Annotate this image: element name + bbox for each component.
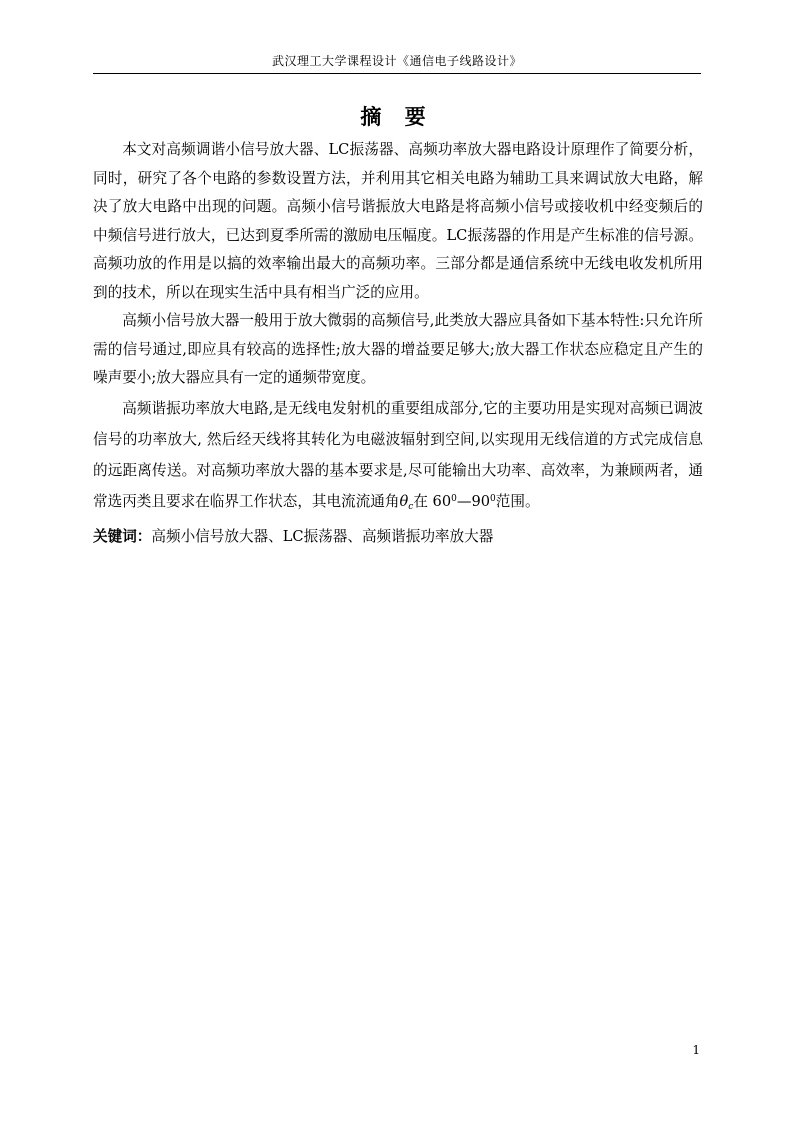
keywords-text: 高频小信号放大器、LC振荡器、高频谐振功率放大器 — [151, 527, 494, 545]
abstract-body — [93, 136, 703, 551]
abstract-paragraph-2: 高频小信号放大器一般用于放大微弱的高频信号,此类放大器应具备如下基本特性:只允许所需的信号通过,即应具有较高的选择性;放大器的增益要足够大;放大器工作状态应稳定且产生的噪声要小;放大器应具有一定的通频带宽度。 — [93, 312, 703, 386]
degree-mark-1: 0 — [451, 493, 457, 504]
running-header: 武汉理工大学课程设计《通信电子线路设计》 — [271, 54, 522, 68]
theta-subscript: c — [408, 501, 414, 512]
paragraph-3-text: 高频谐振功率放大电路,是无线电发射机的重要组成部分,它的主要功用是实现对高频已调波信号的功率放大, 然后经天线将其转化为电磁波辐射到空间,以实现用无线信道的方式完成信息的远距离传送。对高频功率放大器的基本要求是,尽可能输出大功率、高效率，为兼顾两者，通常选丙类且要求在临界工作状态，其电流流通角 — [93, 399, 703, 510]
abstract-paragraph-3 — [93, 393, 703, 523]
angle-range-end: —90 — [456, 492, 491, 510]
abstract-paragraph-1: 本文对高频调谐小信号放大器、LC振荡器、高频功率放大器电路设计原理作了简要分析，同时，研究了各个电路的参数设置方法，并利用其它相关电路为辅助工具来调试放大电路，解决了放大电路中出现的问题。高频小信号谐振放大电路是将高频小信号或接收机中经变频后的中频信号进行放大，已达到夏季所需的激励电压幅度。LC振荡器的作用是产生标准的信号源。高频功放的作用是以搞的效率输出最大的高频功率。三部分都是通信系统中无线电收发机所用到的技术，所以在现实生活中具有相当广泛的应用。 — [93, 141, 703, 301]
keywords-label: 关键词： — [93, 527, 152, 545]
paragraph-3-ending: 范围。 — [495, 492, 540, 510]
abstract-title: 摘 要 — [360, 105, 434, 129]
degree-mark-2: 0 — [490, 493, 496, 504]
theta-symbol: θ — [399, 492, 409, 510]
header-rule — [93, 73, 701, 74]
keywords-line — [93, 523, 703, 552]
angle-range-start: 在 60 — [413, 492, 452, 510]
page-number: 1 — [692, 1043, 700, 1057]
